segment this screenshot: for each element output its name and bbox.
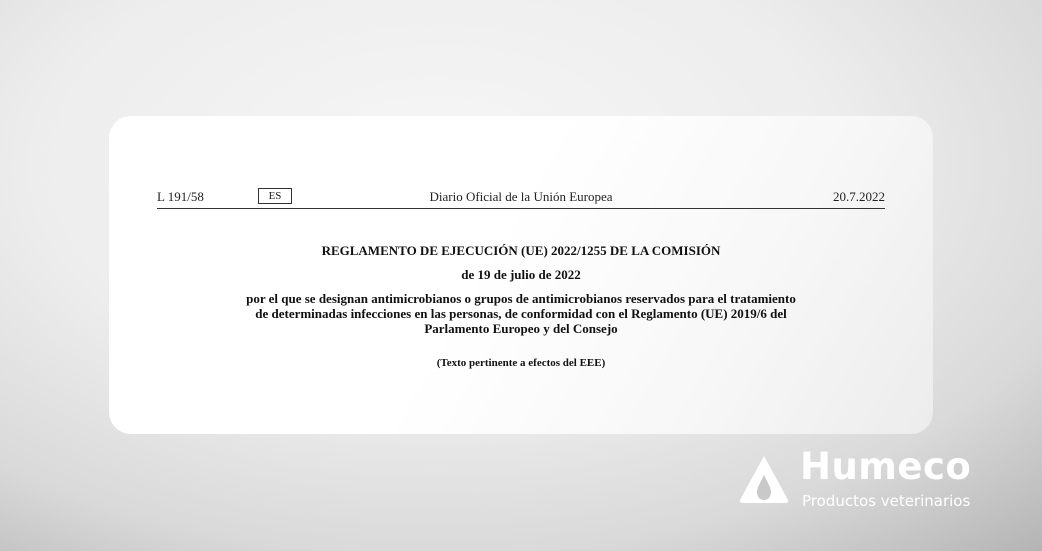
journal-title: Diario Oficial de la Unión Europea	[429, 189, 613, 204]
document-header	[157, 188, 885, 208]
brand-name: Humeco	[800, 445, 972, 488]
humeco-logo	[738, 445, 988, 519]
publication-date: 20.7.2022	[833, 189, 885, 204]
subtitle-line: Parlamento Europeo y del Consejo	[424, 321, 618, 336]
subtitle-line: por el que se designan antimicrobianos o grupos de antimicrobianos reservados para el tratamiento	[246, 291, 796, 306]
header-divider	[157, 208, 885, 209]
subtitle-line: de determinadas infecciones en las personas, de conformidad con el Reglamento (UE) 2019/6 del	[255, 306, 787, 321]
eee-note: (Texto pertinente a efectos del EEE)	[436, 357, 606, 369]
triangle-drop-logo-icon	[738, 453, 790, 505]
page-reference: L 191/58	[157, 189, 204, 204]
regulation-subtitle	[157, 291, 885, 336]
language-badge: ES	[258, 188, 292, 204]
document-card	[109, 116, 933, 434]
regulation-title: REGLAMENTO DE EJECUCIÓN (UE) 2022/1255 DE LA COMISIÓN	[321, 243, 721, 258]
regulation-date: de 19 de julio de 2022	[461, 267, 581, 282]
brand-tagline: Productos veterinarios	[802, 492, 971, 510]
